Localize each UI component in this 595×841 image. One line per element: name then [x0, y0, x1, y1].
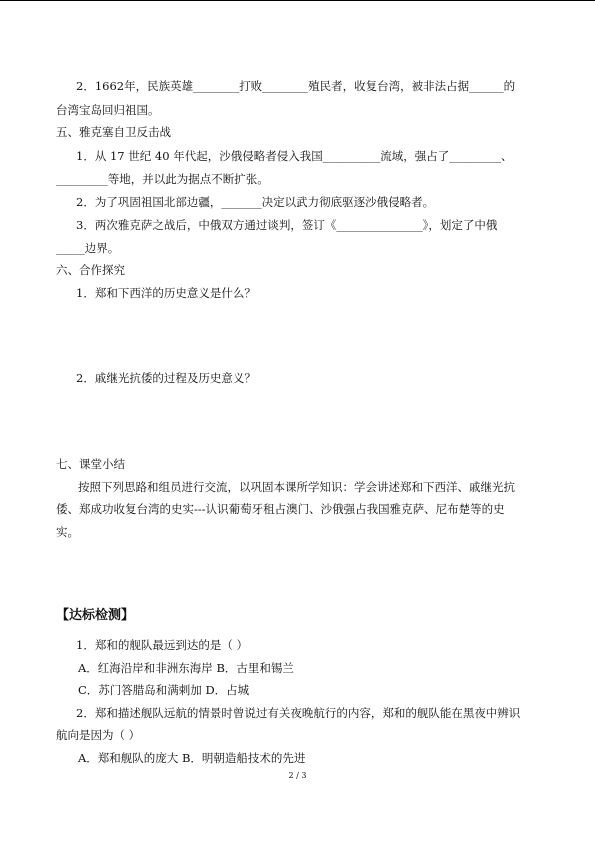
- section-heading: 六、合作探究: [56, 263, 125, 277]
- question-text: 2．戚继光抗倭的过程及历史意义？: [76, 371, 256, 385]
- answer-option: A．郑和舰队的庞大 B．明朝造船技术的先进: [78, 751, 306, 765]
- text-line: 实。: [56, 525, 79, 539]
- question-text: 1．郑和的舰队最远到达的是（ ）: [76, 638, 248, 652]
- text-line: 3．两次雅克萨之战后，中俄双方通过谈判，签订《_______________》，划定了中俄: [76, 218, 498, 232]
- section-heading-test: 【达标检测】: [56, 608, 135, 623]
- text-line: 按照下列思路和组员进行交流，以巩固本课所学知识：学会讲述郑和下西洋、戚继光抗: [78, 480, 515, 494]
- text-line: 航向是因为（ ）: [56, 728, 141, 742]
- answer-option: C．苏门答腊岛和满剌加 D．占城: [78, 683, 250, 697]
- question-text: 1．郑和下西洋的历史意义是什么？: [76, 286, 256, 300]
- question-text: 2．郑和描述舰队远航的情景时曾说过有关夜晚航行的内容，郑和的舰队能在黑夜中辨识: [76, 706, 521, 720]
- page-number: 2 / 3: [288, 771, 307, 780]
- answer-option: A．红海沿岸和非洲东海岸 B．古里和锡兰: [78, 661, 294, 675]
- text-line: 2．为了巩固祖国北部边疆，_______决定以武力彻底驱逐沙俄侵略者。: [76, 195, 435, 209]
- text-line: _________等地，并以此为据点不断扩张。: [56, 172, 269, 186]
- text-line: 倭、郑成功收复台湾的史实---认识葡萄牙租占澳门、沙俄强占我国雅克萨、尼布楚等的史: [56, 502, 505, 516]
- header-rule: [0, 0, 595, 1]
- text-line: 2．1662年，民族英雄________打败________殖民者，收复台湾，被非法占据______的: [76, 79, 516, 93]
- text-line: 台湾宝岛回归祖国。: [56, 103, 160, 117]
- section-heading: 五、雅克塞自卫反击战: [56, 125, 171, 139]
- section-heading: 七、课堂小结: [56, 457, 125, 471]
- text-line: _____边界。: [56, 241, 120, 255]
- text-line: 1．从 17 世纪 40 年代起，沙俄侵略者侵入我国__________流域，强占了_________、: [76, 149, 513, 163]
